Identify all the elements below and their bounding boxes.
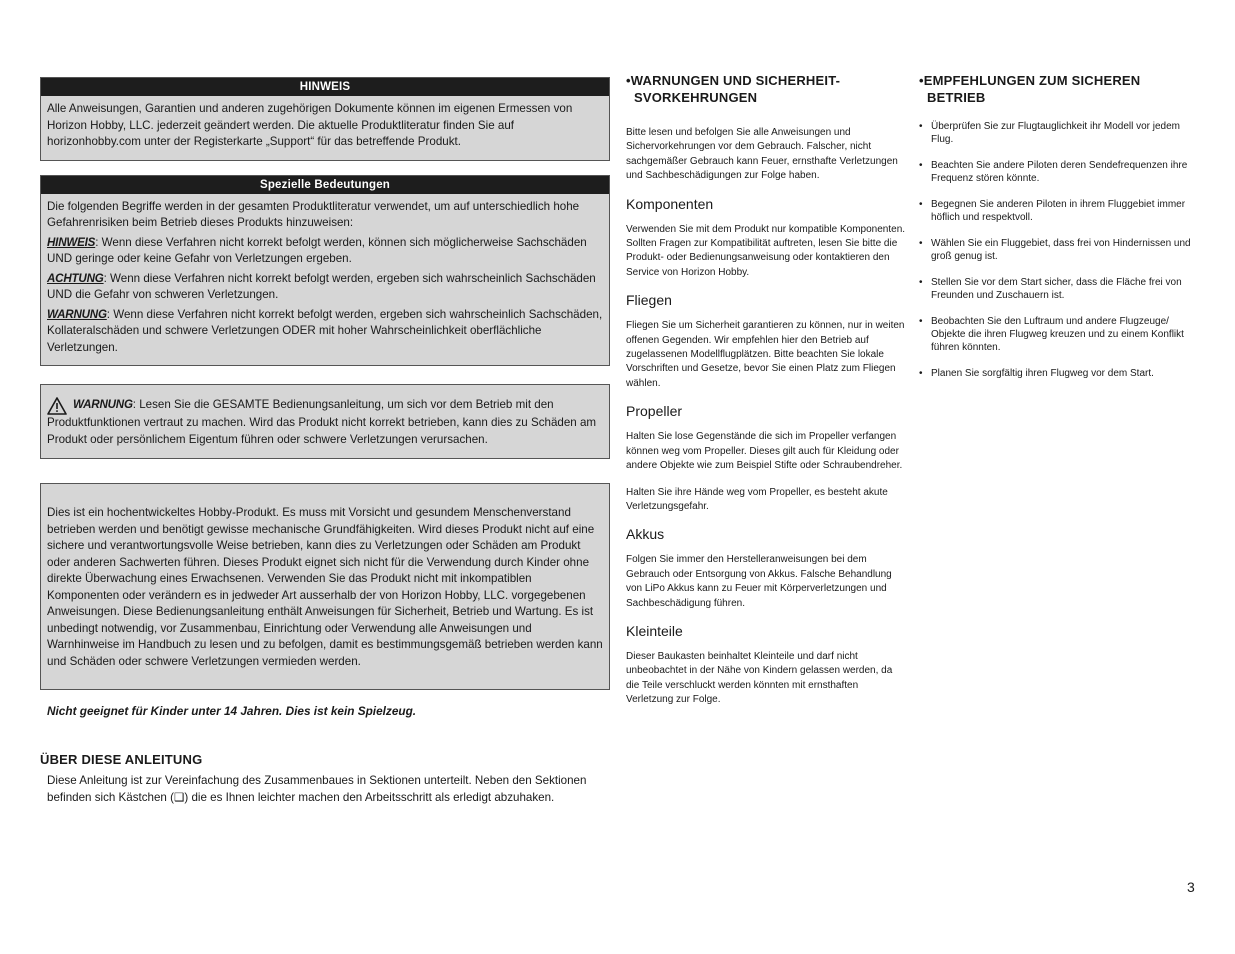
meaning-item [47,307,603,357]
hinweis-box-title: HINWEIS [41,78,609,96]
section-text-propeller-2: Halten Sie ihre Hände weg vom Propeller, es besteht akute Verletzungsgefahr. [626,486,888,512]
warning-term: WARNUNG [73,398,133,411]
section-title-kleinteile: Kleinteile [626,622,683,639]
recommendations-list [919,120,1199,380]
section-text-fliegen: Fliegen Sie um Sicherheit garantieren zu können, nur in weiten offenen Gegenden. Wir empfehlen hier den Betrieb auf zugelassenen Modellflugplätzen. Bitte beachten Sie lokale Vorschriften und Gesetze, bevor Sie einen Platz zum Fliegen wählen. [626,320,905,389]
meaning-term: HINWEIS [47,235,96,249]
hinweis-box [40,77,610,161]
special-meanings-box [40,175,610,367]
list-item: • Wählen Sie ein Fluggebiet, dass frei von Hindernissen und groß genug ist. [919,237,1199,263]
meaning-term: WARNUNG [47,307,107,321]
section-title-akkus: Akkus [626,526,665,543]
meaning-item [47,235,603,268]
about-text: Diese Anleitung ist zur Vereinfachung des Zusammenbaues in Sektionen unterteilt. Neben den Sektionen befinden sich Kästchen (❑) die es Ihnen leichter machen den Arbeitsschritt als erledigt abzuhaken. [47,774,587,804]
age-note: Nicht geeignet für Kinder unter 14 Jahren. Dies ist kein Spielzeug. [47,704,417,718]
warnings-intro: Bitte lesen und befolgen Sie alle Anweisungen und Sichervorkehrungen vor dem Gebrauch. Falscher, nicht sachgemäßer Gebrauch kann Feuer, ernsthafte Verletzungen und Sachbeschädigungen zur Folge haben. [626,127,898,182]
warning-text: : Lesen Sie die GESAMTE Bedienungsanleitung, um sich vor dem Betrieb mit den Produktfunktionen vertraut zu machen. Wird das Produkt nicht korrekt betrieben, kann dies zu Schäden am Produkt oder persönlichem Eigentum führen oder schwere Verletzungen verursachen. [47,398,597,446]
section-title-komponenten: Komponenten [626,195,714,212]
warnings-heading-line2: SVORKEHRUNGEN [634,90,758,105]
meaning-term: ACHTUNG [47,271,104,285]
meaning-item [47,271,603,304]
right-column [919,72,1199,393]
section-text-komponenten: Verwenden Sie mit dem Produkt nur kompatible Komponenten. Sollten Fragen zur Kompatibilität auftreten, lesen Sie bitte die Produkt- oder Bedienungsanweisung oder kontaktieren den Service von Horizon Hobby. [626,223,906,278]
recommendations-heading-line1: •EMPFEHLUNGEN ZUM SICHEREN [919,73,1141,88]
hobby-product-text: Dies ist ein hochentwickeltes Hobby-Produkt. Es muss mit Vorsicht und gesundem Menschenverstand betrieben werden und benötigt gewisse mechanische Grundfähigkeiten. Wird dieses Produkt nicht auf eine sichere und verantwortungsvolle Weise betrieben, kann dies zu Verletzungen oder Schäden am Produkt oder anderen Sachwerten führen. Dieses Produkt eignet sich nicht für die Verwendung durch Kinder ohne direkte Überwachung eines Erwachsenen. Verwenden Sie das Produkt nicht mit inkompatiblen Komponenten oder verändern es in jedweder Art ausserhalb der von Horizon Hobby, LLC. vorgegebenen Anweisungen. Diese Bedienungsanleitung enthält Anweisungen für Sicherheit, Betrieb und Wartung. Es ist unbedingt notwendig, vor Zusammenbau, Einrichtung oder Verwendung alle Anweisungen und Warnhinweise im Handbuch zu lesen und zu befolgen, damit es bestimmungsgemäß betrieben werden kann und Schäden oder schwere Verletzungen vermieden werden. [47,506,603,668]
meaning-text: : Wenn diese Verfahren nicht korrekt befolgt werden, ergeben sich wahrscheinlich Sachschäden UND die Gefahr von schweren Verletzungen. [47,271,596,301]
meaning-text: : Wenn diese Verfahren nicht korrekt befolgt werden, können sich möglicherweise Sachschäden UND geringe oder keine Gefahr von Verletzungen ergeben. [47,235,587,265]
recommendations-heading [919,72,1199,106]
meaning-text: : Wenn diese Verfahren nicht korrekt befolgt werden, ergeben sich wahrscheinlich Sachschäden, Kollateralschäden und schwere Verletzungen ODER mit hoher Wahrscheinlichkeit oberflächliche Verletzungen. [47,307,603,354]
about-title: ÜBER DIESE ANLEITUNG [40,752,203,767]
list-item: • Überprüfen Sie zur Flugtauglichkeit ihr Modell vor jedem Flug. [919,120,1199,146]
warnings-heading-line1: •WARNUNGEN UND SICHERHEIT- [626,73,841,88]
section-title-fliegen: Fliegen [626,292,672,309]
recommendations-heading-line2: BETRIEB [927,90,986,105]
warning-box [40,384,610,459]
page-number: 3 [1187,879,1195,895]
warning-triangle-icon [47,397,67,415]
left-column [40,77,610,806]
list-item: • Beachten Sie andere Piloten deren Sendefrequenzen ihre Frequenz stören könnte. [919,159,1199,185]
hobby-product-box [40,483,610,690]
special-meanings-intro: Die folgenden Begriffe werden in der gesamten Produktliteratur verwendet, um auf unterschiedlich hohe Gefahrenrisiken beim Betrieb dieses Produkts hinzuweisen: [47,199,580,229]
section-text-kleinteile: Dieser Baukasten beinhaltet Kleinteile und darf nicht unbeobachtet in der Nähe von Kindern gelassen werden, da die Teile verschluckt werden könnten mit ernsthaften Verletzung zur Folge. [626,650,893,706]
section-title-propeller: Propeller [626,403,683,420]
list-item: • Beobachten Sie den Luftraum und andere Flugzeuge/ Objekte die ihren Flugweg kreuzen und zu einem Konflikt führen könnten. [919,315,1199,354]
list-item: • Begegnen Sie anderen Piloten in ihrem Fluggebiet immer höflich und respektvoll. [919,198,1199,224]
special-meanings-body [41,194,609,366]
list-item: • Stellen Sie vor dem Start sicher, dass die Fläche frei von Freunden und Zuschauern ist. [919,276,1199,302]
section-text-akkus: Folgen Sie immer den Herstelleranweisungen bei dem Gebrauch oder Entsorgung von Akkus. Falsche Behandlung von LiPo Akkus kann zu Feuer mit Körperverletzungen und Sachbeschädigung führen. [626,554,892,609]
hinweis-text: Alle Anweisungen, Garantien und anderen zugehörigen Dokumente können im eigenen Ermessen von Horizon Hobby, LLC. jederzeit geändert werden. Die aktuelle Produktliteratur finden Sie auf horizonhobby.com unter der Registerkarte „Support“ für das betreffende Produkt. [47,102,573,148]
special-meanings-title: Spezielle Bedeutungen [41,176,609,194]
hinweis-box-text [41,96,609,160]
warnings-heading [626,72,906,106]
list-item: • Planen Sie sorgfältig ihren Flugweg vor dem Start. [919,367,1199,380]
middle-column [626,72,906,714]
section-text-propeller: Halten Sie lose Gegenstände die sich im Propeller verfangen können weg vom Propeller. Dieses gilt auch für Kleidung oder andere Objekte wie zum Beispiel Stifte oder Schraubendreher. [626,431,903,472]
